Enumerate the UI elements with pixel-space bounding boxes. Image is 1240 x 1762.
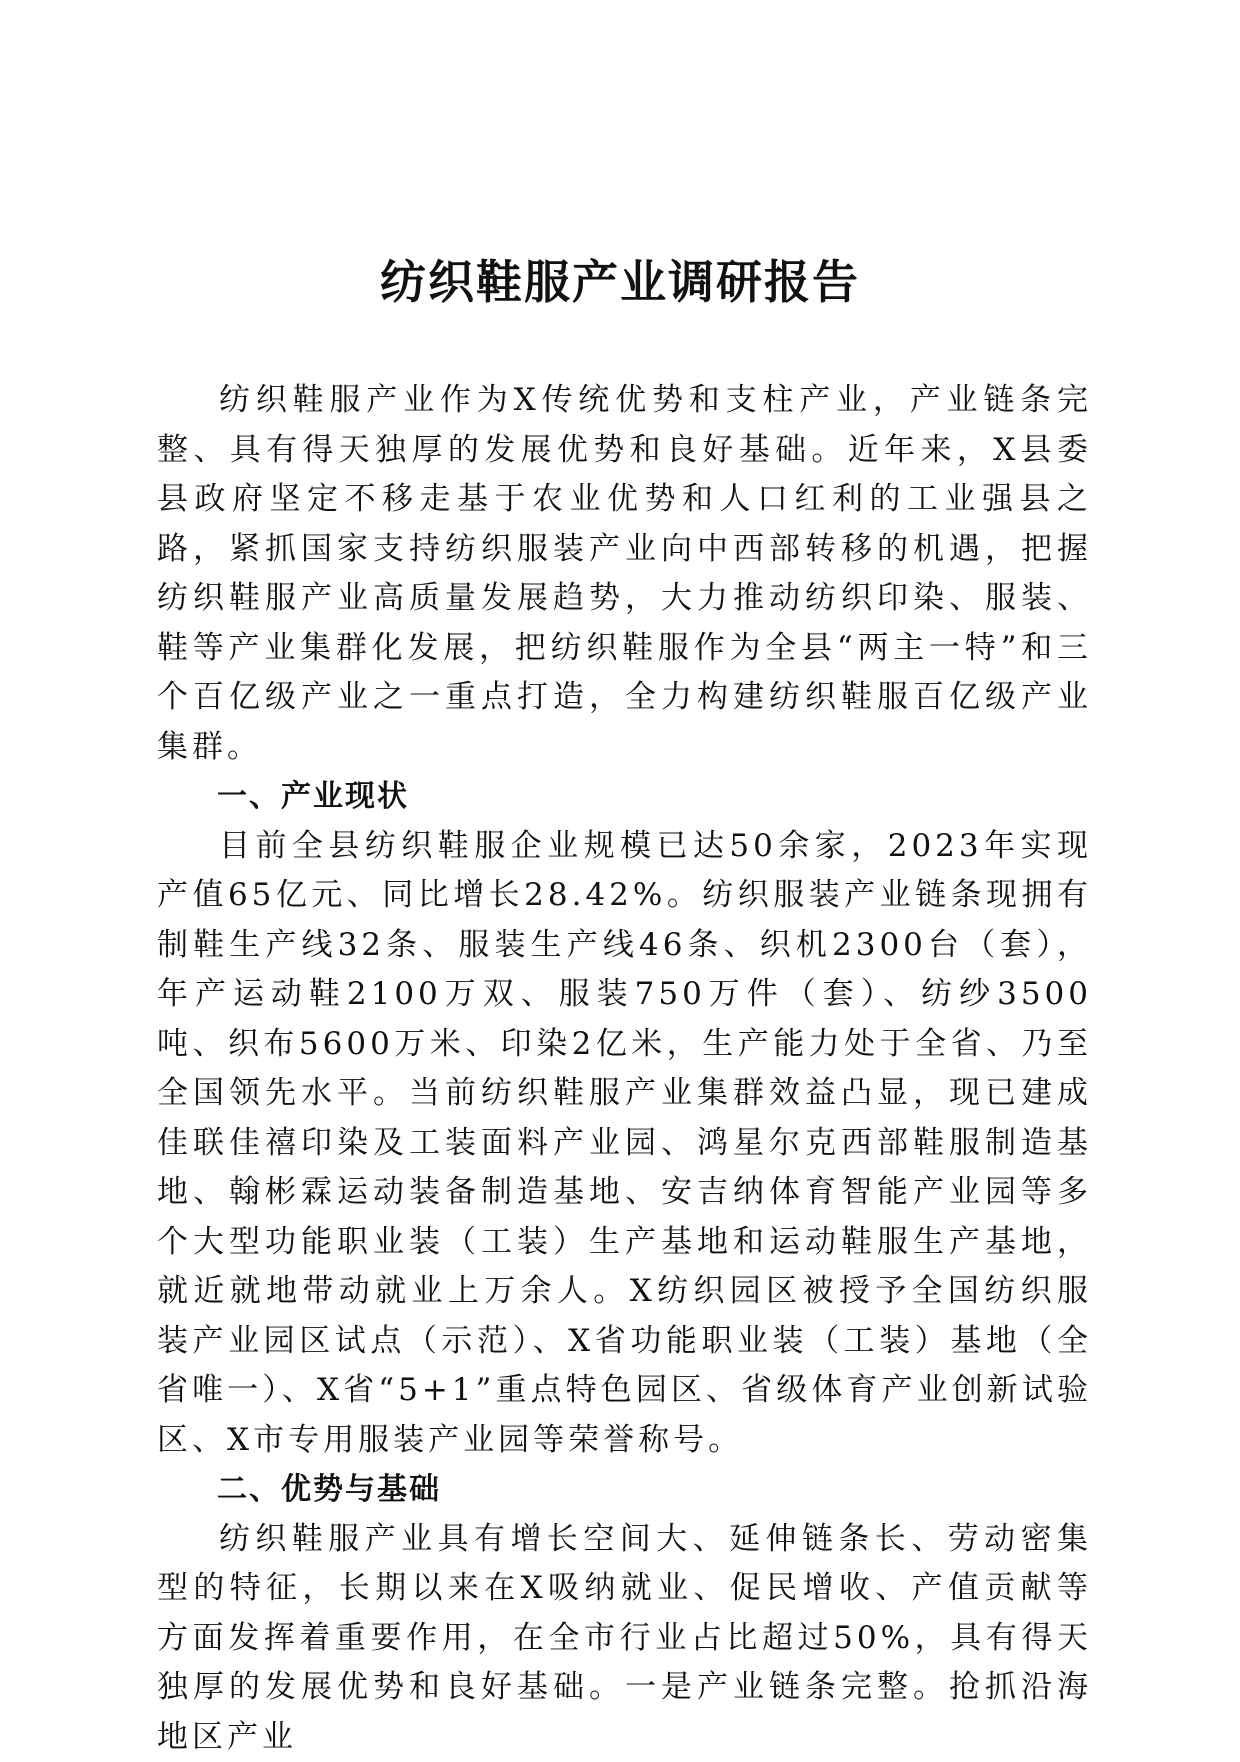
- document-title: 纺织鞋服产业调研报告: [0, 252, 1240, 312]
- document-body: [157, 376, 1092, 1762]
- section-paragraph-advantages: 纺织鞋服产业具有增长空间大、延伸链条长、劳动密集型的特征，长期以来在X吸纳就业、促民增收、产值贡献等方面发挥着重要作用，在全市行业占比超过50%，具有得天独厚的发展优势和良好基础。一是产业链条完整。抢抓沿海地区产业: [157, 1515, 1092, 1762]
- section-paragraph-industry-status: 目前全县纺织鞋服企业规模已达50余家，2023年实现产值65亿元、同比增长28.42%。纺织服装产业链条现拥有制鞋生产线32条、服装生产线46条、织机2300台（套），年产运动鞋2100万双、服装750万件（套）、纺纱3500吨、织布5600万米、印染2亿米，生产能力处于全省、乃至全国领先水平。当前纺织鞋服产业集群效益凸显，现已建成佳联佳禧印染及工装面料产业园、鸿星尔克西部鞋服制造基地、翰彬霖运动装备制造基地、安吉纳体育智能产业园等多个大型功能职业装（工装）生产基地和运动鞋服生产基地，就近就地带动就业上万余人。X纺织园区被授予全国纺织服装产业园区试点（示范）、X省功能职业装（工装）基地（全省唯一）、X省“5+1”重点特色园区、省级体育产业创新试验区、X市专用服装产业园等荣誉称号。: [157, 822, 1092, 1466]
- intro-paragraph: 纺织鞋服产业作为X传统优势和支柱产业，产业链条完整、具有得天独厚的发展优势和良好基础。近年来，X县委县政府坚定不移走基于农业优势和人口红利的工业强县之路，紧抓国家支持纺织服装产业向中西部转移的机遇，把握纺织鞋服产业高质量发展趋势，大力推动纺织印染、服装、鞋等产业集群化发展，把纺织鞋服作为全县“两主一特”和三个百亿级产业之一重点打造，全力构建纺织鞋服百亿级产业集群。: [157, 376, 1092, 772]
- section-heading-industry-status: 一、产业现状: [157, 772, 1092, 822]
- section-heading-advantages: 二、优势与基础: [157, 1465, 1092, 1515]
